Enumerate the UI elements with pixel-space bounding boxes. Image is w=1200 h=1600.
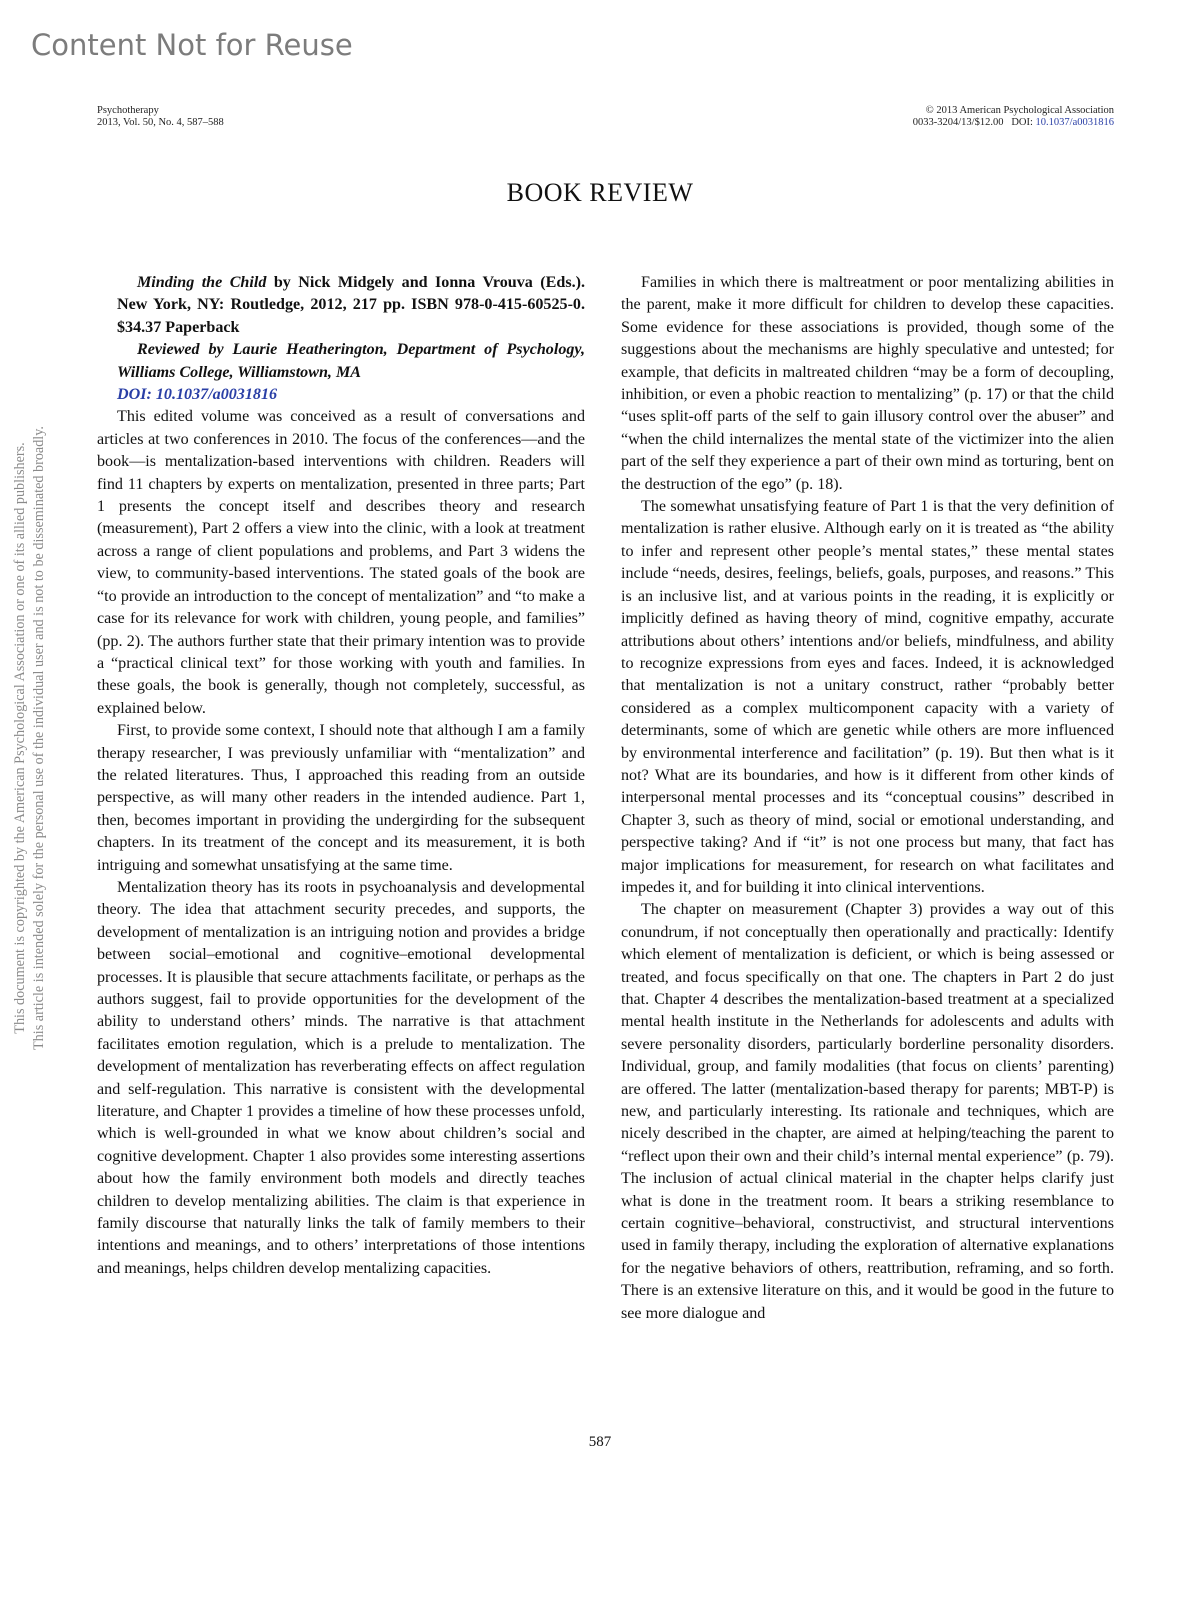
reviewer-line: Reviewed by Laurie Heatherington, Department of Psychology, Williams College, Williamstown, MA — [117, 341, 585, 381]
right-column — [621, 272, 1114, 1325]
side-notice-line-2: This article is intended solely for the personal use of the individual user and is not to be disseminated broadly. — [31, 426, 47, 1050]
left-column — [97, 272, 585, 1280]
copyright-side-notice — [11, 378, 55, 1098]
issn-text: 0033-3204/13/$12.00 DOI: — [912, 117, 1036, 128]
book-reference — [97, 272, 585, 339]
reviewer-doi-link[interactable]: DOI: 10.1037/a0031816 — [117, 386, 278, 404]
journal-header — [97, 105, 224, 129]
page-title: BOOK REVIEW — [506, 178, 694, 207]
journal-citation: 2013, Vol. 50, No. 4, 587–588 — [97, 117, 224, 128]
journal-name: Psychotherapy — [97, 105, 159, 116]
side-notice-line-1: This document is copyrighted by the American Psychological Association or one of its allied publishers. — [12, 442, 28, 1034]
issn-doi-line — [913, 117, 1114, 129]
book-title: Minding the Child — [137, 274, 267, 291]
copyright-line: © 2013 American Psychological Association — [925, 105, 1114, 116]
body-paragraph: Mentalization theory has its roots in psychoanalysis and developmental theory. The idea that attachment security precedes, and supports, the development of mentalization is an intriguing notion and provides a bridge between social–emotional and cognitive–emotional developmental processes. It is plausible that secure attachments facilitate, or perhaps as the authors suggest, fail to provide opportunities for the development of the ability to understand others’ minds. The narrative is that attachment facilitates emotion regulation, which is a prelude to mentalization. The development of mentalization has reverberating effects on affect regulation and self-regulation. This narrative is consistent with the developmental literature, and Chapter 1 provides a timeline of how these processes unfold, which is well-grounded in what we know about children’s social and cognitive development. Chapter 1 also provides some interesting assertions about how the family environment both models and directly teaches children to develop mentalizing abilities. The claim is that experience in family discourse that naturally links the talk of family members to their intentions and meanings, and to others’ interpretations of those intentions and meanings, helps children develop mentalizing capacities. — [97, 878, 585, 1277]
content-not-for-reuse-watermark: Content Not for Reuse — [31, 28, 353, 62]
page-number: 587 — [588, 1434, 612, 1450]
body-paragraph: First, to provide some context, I should note that although I am a family therapy researcher, I was previously unfamiliar with “mentalization” and the related literatures. Thus, I approached this reading from an outside perspective, as will many other readers in the intended audience. Part 1, then, becomes important in providing the undergirding for the subsequent chapters. In its treatment of the concept and its measurement, it is both intriguing and somewhat unsatisfying at the same time. — [97, 722, 585, 874]
body-paragraph: The chapter on measurement (Chapter 3) provides a way out of this conundrum, if not conceptually then operationally and practically: Identify which element of mentalization is deficient, or which is being assessed or treated, and focus specifically on that one. The chapters in Part 2 do just that. Chapter 4 describes the mentalization-based treatment at a specialized mental health institute in the Netherlands for adolescents and adults with severe personality disorders, particularly borderline personality disorders. Individual, group, and family modalities (that focus on clients’ parenting) are offered. The latter (mentalization-based therapy for parents; MBT-P) is new, and particularly interesting. Its rationale and techniques, which are nicely described in the chapter, are aimed at helping/teaching the parent to “reflect upon their own and their child’s internal mental experience” (p. 79). The inclusion of actual clinical material in the chapter helps clarify just what is done in the treatment room. It bears a striking resemblance to certain cognitive–behavioral, constructivist, and structural interventions used in family therapy, including the exploration of alternative explanations for the negative behaviors of others, reattribution, reframing, and so forth. There is an extensive literature on this, and it would be good in the future to see more dialogue and — [621, 901, 1114, 1322]
header-doi-link[interactable]: 10.1037/a0031816 — [1035, 117, 1114, 128]
body-paragraph: The somewhat unsatisfying feature of Part 1 is that the very definition of mentalization is rather elusive. Although early on it is treated as “the ability to infer and represent other people’s mental states,” these mental states include “needs, desires, feelings, beliefs, goals, purposes, and reasons.” This is an inclusive list, and at various points in the reading, it is explicitly or implicitly defined as having theory of mind, cognitive empathy, accurate attributions about others’ intentions and/or beliefs, mindfulness, and ability to recognize expressions from eyes and faces. Indeed, it is acknowledged that mentalization is not a unitary construct, rather “probably better considered as a complex multicomponent capacity with a variety of determinants, some of which are genetic while others are more influenced by environmental interference and facilitation” (p. 19). But then what is it not? What are its boundaries, and how is it different from other kinds of interpersonal mental processes and its “conceptual cousins” described in Chapter 3, such as theory of mind, social or emotional understanding, and perspective taking? And if “it” is not one process but many, that fact has major implications for measurement, for research on what facilitates and impedes it, and for building it into clinical interventions. — [621, 498, 1114, 896]
copyright-header — [913, 105, 1114, 129]
body-paragraph: This edited volume was conceived as a result of conversations and articles at two conferences in 2010. The focus of the conferences—and the book—is mentalization-based interventions with children. Readers will find 11 chapters by experts on mentalization, presented in three parts; Part 1 presents the concept itself and describes theory and research (measurement), Part 2 offers a view into the clinic, with a look at treatment across a range of client populations and problems, and Part 3 widens the view, to community-based interventions. The stated goals of the book are “to provide an introduction to the concept of mentalization” and “to make a case for its relevance for work with children, young people, and families” (pp. 2). The authors further state that their primary intention was to provide a “practical clinical text” for those working with youth and families. In these goals, the book is generally, though not completely, successful, as explained below. — [97, 408, 585, 717]
book-details: by Nick Midgely and Ionna Vrouva (Eds.). New York, NY: Routledge, 2012, 217 pp. ISBN 978-0-415-60525-0. $34.37 Paperback — [117, 274, 585, 336]
body-paragraph: Families in which there is maltreatment or poor mentalizing abilities in the parent, make it more difficult for children to develop these capacities. Some evidence for these associations is provided, though some of the suggestions about the mechanisms are highly speculative and untested; for example, that deficits in maltreated children “may be a form of decoupling, inhibition, or even a phobic reaction to mentalizing” (p. 17) or that the child “uses split-off parts of the self to gain illusory control over the abuser” and “when the child internalizes the mental state of the victimizer into the alien part of the self they experience a part of their own mind as torturing, bent on the destruction of the ego” (p. 18). — [621, 274, 1114, 493]
